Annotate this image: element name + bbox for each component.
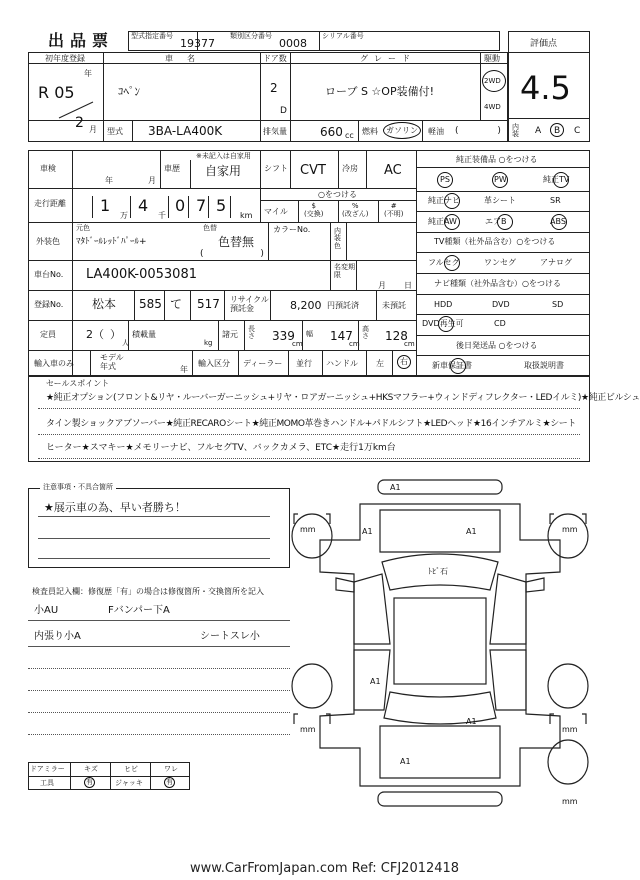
color-paren: ( ) — [200, 249, 264, 259]
score-value: 4.5 — [520, 69, 571, 107]
shift-label: シフト — [264, 164, 288, 173]
model-year-label: モデル 年式 — [100, 353, 124, 371]
legend-jack: ジャッキ — [115, 779, 143, 787]
first-reg-slash — [55, 100, 95, 120]
naiso-label: 内装色 — [334, 227, 341, 250]
color-original-label: 元色 — [76, 224, 90, 232]
diagram-mm-3: mm — [300, 725, 316, 734]
mileage-d4: 7 — [196, 196, 207, 215]
interior-label: 内装 — [512, 123, 519, 138]
tv-fullseg: フルセグ — [428, 258, 460, 267]
legend-hibi: ヒビ — [124, 765, 138, 773]
registration-label: 登録No. — [34, 300, 64, 309]
length-cm: cm — [292, 340, 303, 348]
mileage-unknown: # (不明) — [384, 202, 404, 218]
page-title: 出品票 — [48, 31, 115, 50]
chassis-value: LA400K-0053081 — [86, 267, 197, 282]
serial-label: シリアル番号 — [322, 32, 364, 40]
drive-2wd: 2WD — [484, 77, 501, 85]
score-label: 評価点 — [530, 39, 558, 49]
interior-b: B — [554, 126, 561, 136]
legend-ware: ワレ — [164, 765, 178, 773]
navi-sd: SD — [552, 300, 564, 309]
legend-jack-yu: 有 — [166, 778, 173, 786]
equip-airbag: エアB — [485, 217, 507, 226]
equip-tv: 純正TV — [543, 175, 570, 184]
mileage-exchange: $ (交換) — [304, 202, 324, 218]
notes-box — [28, 488, 290, 568]
chassis-month: 月 — [378, 281, 386, 290]
mileage-label: 走行距離 — [34, 199, 66, 208]
import-label: 輸入車のみ — [34, 359, 74, 368]
fuel-light: 軽油 — [428, 127, 444, 136]
shaken-usage: 自家用 — [205, 164, 242, 178]
car-damage-diagram — [290, 474, 590, 814]
car-name: ｺﾍﾟﾝ — [118, 85, 140, 98]
capacity-label: 定員 — [40, 330, 56, 339]
handle-right: 右 — [400, 357, 408, 366]
width-label: 幅 — [306, 330, 313, 338]
door-suffix: D — [280, 106, 287, 116]
load-label: 積載量 — [132, 330, 156, 339]
color-label: 外装色 — [36, 237, 60, 246]
interior-a: A — [535, 126, 542, 136]
grade-label: グレード — [360, 54, 416, 63]
notes-label: 注意事項・不具合箇所 — [40, 484, 116, 491]
shaken-usage-label: 車歴 — [164, 164, 180, 173]
navi-dvd: DVD — [492, 300, 510, 309]
chassis-day: 日 — [404, 281, 412, 290]
not-deposited: 未預託 — [382, 301, 406, 310]
docs-warranty: 新車保証書 — [432, 361, 472, 370]
katashiki-label: 型式指定番号 — [131, 32, 173, 40]
shaken-label: 車検 — [40, 164, 56, 173]
equip-navi: 純正ナビ — [428, 196, 460, 205]
equip-leather: 革シート — [484, 196, 516, 205]
model-type: 3BA-LA400K — [148, 124, 223, 138]
chassis-label: 車台No. — [34, 270, 64, 279]
mileage-d5: 5 — [216, 196, 227, 215]
registration-place: 松本 — [92, 297, 117, 311]
inspection-label: 検査員記入欄：修復歴「有」の場合は修復箇所・交換箇所を記入 — [32, 587, 264, 596]
shift-value: CVT — [300, 163, 326, 178]
equip-abs: ABS — [550, 217, 566, 226]
import-parallel: 並行 — [296, 359, 312, 368]
capacity-value: 2（ — [86, 328, 104, 341]
displacement: 660 — [320, 125, 343, 139]
width-value: 147 — [330, 329, 353, 343]
color-iro: 色替無 — [218, 235, 255, 249]
color-original: ﾏﾀﾄﾞｰﾙﾚｯﾄﾞﾊﾟｰﾙ+ — [76, 237, 147, 247]
mileage-man: 万 — [120, 211, 128, 220]
import-year-unit: 年 — [180, 365, 188, 374]
fuel-label: 燃料 — [362, 127, 378, 136]
tv-oneseg: ワンセグ — [484, 258, 516, 267]
first-reg-era: R 05 — [38, 83, 75, 102]
mileage-note: ○をつける — [318, 190, 357, 199]
legend-tools: 工具 — [40, 779, 54, 787]
mileage-sen: 千 — [158, 211, 166, 220]
sales-line2: タイン製ショックアブソーバー★純正RECAROシート★純正MOMO革巻きハンドル+パドルシフト★LEDヘッド★16インチアルミ★シート — [46, 419, 577, 429]
capacity-unit: 人 — [122, 339, 129, 347]
height-value: 128 — [385, 329, 408, 343]
diagram-a1-lower-right: A1 — [466, 717, 477, 726]
import-dealer: ディーラー — [243, 359, 283, 368]
navi-hdd: HDD — [434, 300, 453, 309]
mileage-mile: マイル — [264, 207, 288, 216]
sales-line3: ヒーター★スマキー★メモリーナビ、フルセグTV、バックカメラ、ETC★走行1万km台 — [46, 443, 396, 453]
height-cm: cm — [404, 340, 415, 348]
drive-4wd: 4WD — [484, 103, 501, 111]
katashiki-value: 19377 — [180, 37, 215, 50]
navi-dvd-play: DVD再生可 — [422, 319, 464, 328]
first-reg-label: 初年度登録 — [45, 54, 85, 63]
interior-c: C — [574, 126, 581, 136]
shaken-month: 月 — [148, 176, 156, 185]
diagram-a1-right: A1 — [466, 527, 477, 536]
inspection-l2b: シートスレ小 — [200, 631, 260, 642]
mileage-tampered: % (改ざん) — [342, 202, 369, 218]
handle-label: ハンドル — [326, 359, 358, 368]
mileage-d2: 4 — [138, 196, 149, 215]
equip-sr: SR — [550, 196, 561, 205]
diagram-a1-bottom: A1 — [400, 757, 411, 766]
equipment-title: 純正装備品 ○をつける — [456, 155, 538, 164]
legend-kizu: キズ — [84, 765, 98, 773]
length-label: 長さ — [248, 325, 255, 341]
inspection-l2a: 内張り小A — [34, 631, 81, 642]
diagram-a1-top: A1 — [390, 483, 401, 492]
color-no-label: カラーNo. — [273, 225, 311, 234]
door-value: 2 — [270, 81, 278, 95]
registration-num1: 585 — [139, 297, 162, 311]
month-unit: 月 — [89, 125, 97, 134]
model-type-label: 型式 — [107, 127, 123, 136]
cooler-label: 冷房 — [342, 164, 358, 173]
first-reg-month: 2 — [75, 115, 84, 131]
size-label: 諸元 — [222, 330, 238, 339]
capacity-paren: ） — [110, 328, 121, 341]
navi-type-title: ナビ種類（社外品含む）○をつける — [434, 279, 561, 288]
shaken-usage-note: ※未記入は自家用 — [196, 152, 251, 160]
diagram-tobi: ﾄﾋﾞ石 — [428, 567, 448, 576]
diagram-a1-left: A1 — [362, 527, 373, 536]
navi-cd: CD — [494, 319, 506, 328]
year-unit: 年 — [84, 69, 92, 78]
door-label: ドア数 — [263, 54, 287, 63]
notes-line1: ★展示車の為、早い者勝ち！ — [44, 501, 186, 514]
mileage-km: km — [240, 211, 253, 220]
height-label: 高さ — [362, 325, 369, 341]
cooler-value: AC — [384, 163, 402, 178]
inspection-l1b: Fバンパー下A — [108, 605, 170, 616]
sales-line1: ★純正オプション(フロント&リヤ・ルーバーガーニッシュ+リヤ・ロアガーニッシュ+HKSマフラー+ウィンドディフレクター・LEDイルミ)★純正ビルシュ — [46, 393, 640, 403]
width-cm: cm — [349, 340, 360, 348]
ruibetsu-label: 類別区分番号 — [230, 32, 272, 40]
equip-aw: 純正AW — [428, 217, 457, 226]
diagram-mm-5: mm — [562, 797, 578, 806]
diagram-mm-2: mm — [562, 525, 578, 534]
drive-label: 駆動 — [484, 54, 500, 63]
registration-kana: て — [170, 297, 183, 311]
legend-door-mirror: ドアミラー — [30, 765, 65, 773]
docs-manual: 取扱説明書 — [524, 361, 564, 370]
displacement-label: 排気量 — [263, 127, 287, 136]
cc-unit: cc — [345, 131, 354, 140]
equip-pw: PW — [494, 175, 507, 184]
mileage-d1: 1 — [100, 196, 111, 215]
docs-title: 後日発送品 ○をつける — [456, 341, 538, 350]
handle-left: 左 — [376, 359, 384, 368]
color-iro-label: 色替 — [203, 224, 217, 232]
shaken-year: 年 — [105, 176, 113, 185]
recycle-label: リサイクル 預託金 — [230, 295, 269, 313]
import-kubun-label: 輸入区分 — [198, 359, 230, 368]
load-kg: kg — [204, 339, 213, 347]
recycle-unit: 円預託済 — [327, 301, 359, 310]
sales-label: セールスポイント — [46, 379, 110, 388]
fuel-gasoline: ガソリン — [386, 126, 418, 135]
legend-tools-yu: 有 — [86, 778, 93, 786]
registration-num2: 517 — [197, 297, 220, 311]
diagram-mm-4: mm — [562, 725, 578, 734]
inspection-l1a: 小AU — [34, 605, 59, 616]
grade-value: ローブ S ☆OP装備付! — [325, 85, 434, 98]
recycle-value: 8,200 — [290, 299, 322, 312]
footer-watermark: www.CarFromJapan.com Ref: CFJ2012418 — [190, 861, 460, 876]
diagram-mm-1: mm — [300, 525, 316, 534]
diagram-a1-lower: A1 — [370, 677, 381, 686]
mileage-d3: 0 — [175, 196, 186, 215]
fuel-other-paren: ( ) — [455, 126, 501, 136]
meigi-label: 名変期限 — [334, 263, 355, 279]
equip-ps: PS — [440, 175, 450, 184]
ruibetsu-value: 0008 — [279, 37, 307, 50]
tv-analog: アナログ — [540, 258, 572, 267]
tv-type-title: TV種類（社外品含む）○をつける — [434, 237, 556, 246]
length-value: 339 — [272, 329, 295, 343]
car-name-label: 車名 — [165, 54, 209, 63]
